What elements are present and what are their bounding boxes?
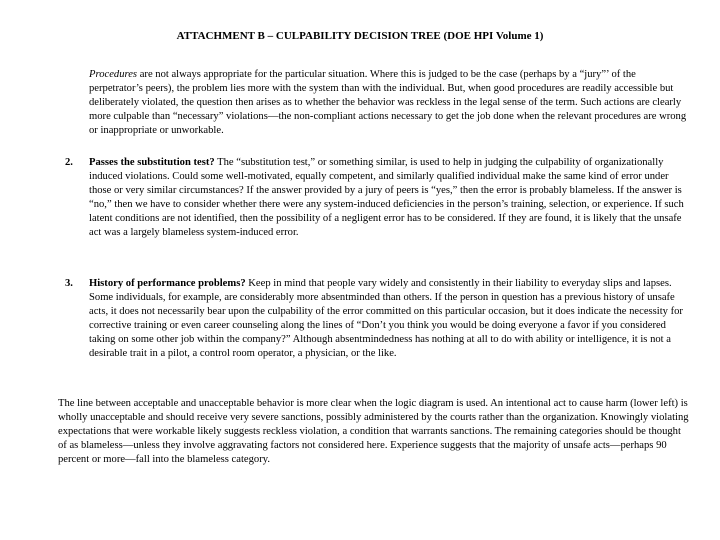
list-item-substitution-test bbox=[65, 156, 689, 241]
list-item-body bbox=[89, 277, 689, 362]
list-item-performance-history bbox=[65, 277, 689, 362]
list-item-text: Keep in mind that people vary widely and consistently in their liability to everyday slips and lapses. Some individuals, for example, are considerably more absentminded than others. If the person in question has a previous history of unsafe acts, it does not necessarily bear upon the culpability of the error committed on this particular occasion, but it does indicate the necessity for corrective training or even career counseling along the lines of “Don’t you think you would be doing everyone a favor if you considered taking on some other job within the company?” Although absentmindedness has nothing at all to do with ability or intelligence, it is not a desirable trait in a pilot, a control room operator, a physician, or the like. bbox=[89, 278, 683, 360]
procedures-italic-lead: Procedures bbox=[89, 69, 138, 80]
procedures-paragraph-text: are not always appropriate for the particular situation. Where this is judged to be the case (perhaps by a “jury”’ of the perpetrator’s peers), the problem lies more with the system than with the individual. But, when good procedures are readily accessible but deliberately violated, the question then arises as to whether the behavior was reckless in the legal sense of the term. Such actions are clearly more culpable than “necessary” violations—the non-compliant actions necessary to get the job done when the relevant procedures are wrong or inappropriate or unworkable. bbox=[89, 69, 687, 137]
page-title: ATTACHMENT B – CULPABILITY DECISION TREE (DOE HPI Volume 1) bbox=[176, 30, 544, 42]
list-item-heading: Passes the substitution test? bbox=[89, 157, 215, 168]
closing-paragraph: The line between acceptable and unacceptable behavior is more clear when the logic diagram is used. An intentional act to cause harm (lower left) is wholly unacceptable and should receive very severe sanctions, possibly administered by the courts rather than the organization. Knowingly violating expectations that were workable likely suggests reckless violation, a condition that warrants sanctions. The remaining categories should be thought of as blameless—unless they involve aggravating factors not considered here. Experience suggests that the majority of unsafe acts—perhaps 90 percent or more—fall into the blameless category. bbox=[58, 398, 689, 466]
list-item-number: 2. bbox=[65, 157, 73, 168]
list-item-heading: History of performance problems? bbox=[89, 278, 246, 289]
list-item-number: 3. bbox=[65, 278, 73, 289]
list-item-text: The “substitution test,” or something similar, is used to help in judging the culpability of organizationally induced violations. Could some well-motivated, equally competent, and similarly qualified individual make the same kind of error under those or very similar circumstances? If the answer provided by a jury of peers is “yes,” then the error is probably blameless. If the answer is “no,” then we have to consider whether there were any system-induced deficiencies in the person’s training, selection, or experience. If such latent conditions are not identified, then the possibility of a negligent error has to be considered. If they are found, it is likely that the unsafe act was a largely blameless system-induced error. bbox=[89, 157, 684, 239]
procedures-paragraph bbox=[89, 68, 689, 138]
list-item-body bbox=[89, 156, 689, 241]
